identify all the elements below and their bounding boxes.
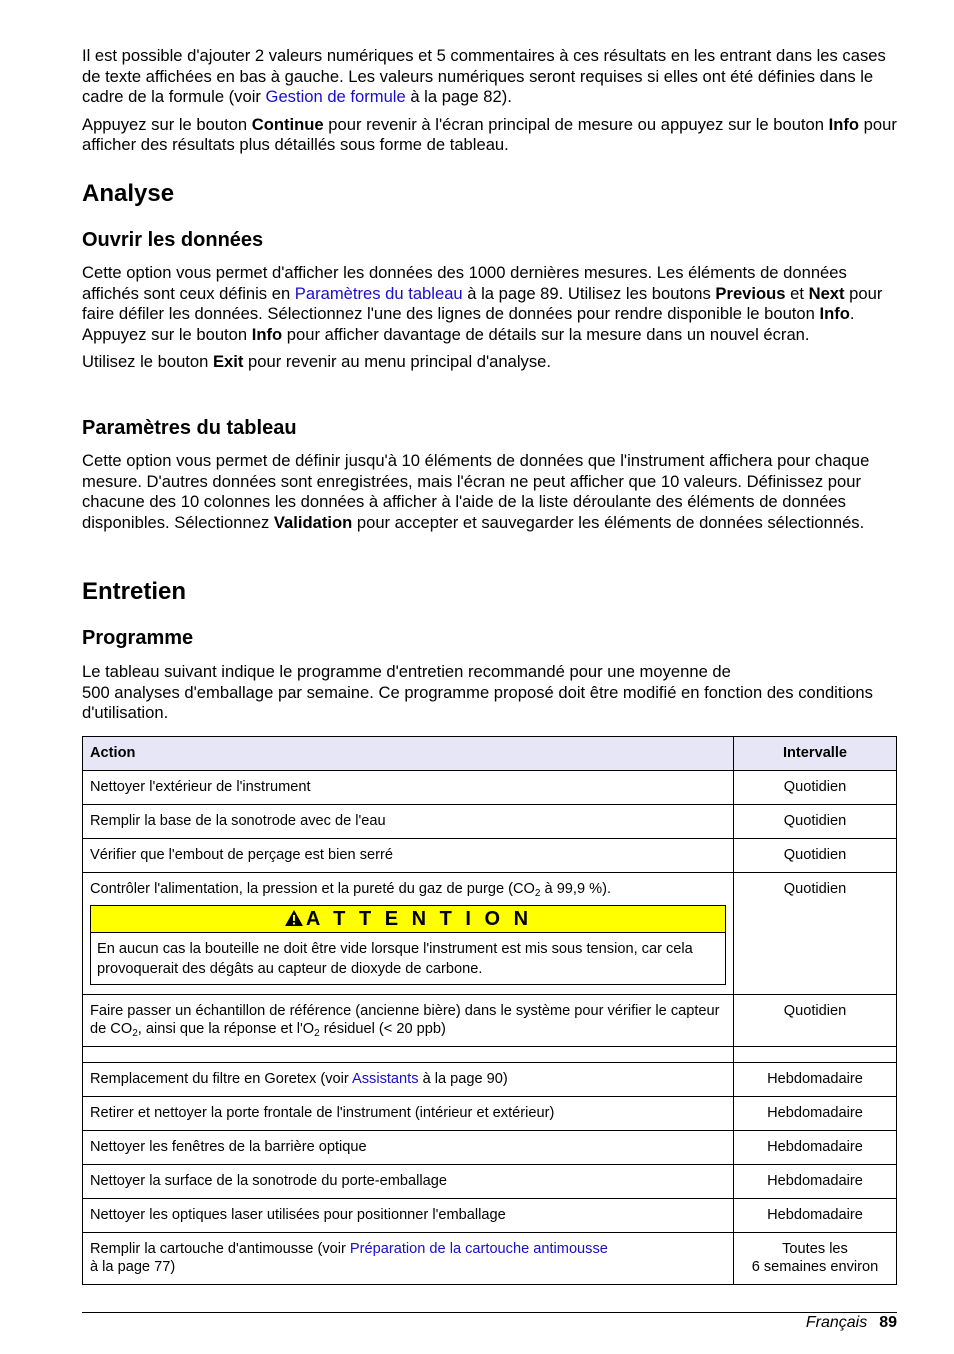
bold-next: Next <box>808 283 845 303</box>
text: Remplacement du filtre en Goretex (voir <box>90 1071 352 1087</box>
intro-paragraph-1 <box>82 46 897 108</box>
text: à la page 90) <box>418 1071 508 1087</box>
subscript: 2 <box>314 1028 320 1039</box>
footer-divider <box>82 1312 897 1313</box>
warning-triangle-icon <box>284 909 304 927</box>
params-section <box>82 451 897 533</box>
text: et <box>785 283 809 303</box>
footer-language: Français <box>805 1314 868 1331</box>
interval-cell <box>734 1233 897 1285</box>
interval-cell: Hebdomadaire <box>734 1097 897 1131</box>
table-spacer-row <box>83 1047 897 1063</box>
bold-info: Info <box>828 114 860 134</box>
heading-ouvrir-donnees: Ouvrir les données <box>82 229 264 251</box>
text: 500 analyses d'emballage par semaine. Ce programme proposé doit être modifié en fonction des conditions d'utilisation. <box>82 682 873 723</box>
link-assistants[interactable]: Assistants <box>352 1071 419 1087</box>
link-gestion-formule[interactable]: Gestion de formule <box>265 87 406 107</box>
link-parametres-tableau[interactable]: Paramètres du tableau <box>294 283 463 303</box>
table-row <box>83 873 897 995</box>
spacer-cell <box>83 1047 734 1063</box>
text: Remplir la cartouche d'antimousse (voir <box>90 1241 350 1257</box>
interval-cell: Quotidien <box>734 771 897 805</box>
text: , ainsi que la réponse et l'O <box>137 1021 315 1037</box>
text: Il est possible d'ajouter 2 valeurs numériques et 5 commentaires à ces résultats en les entrant dans les cases de texte affichées en bas à gauche. Les valeurs numériques seront requises si elles ont été définies dans le cadre de la formule (voir <box>82 46 886 107</box>
params-paragraph <box>82 451 897 533</box>
spacer-cell <box>734 1047 897 1063</box>
action-cell <box>83 1233 734 1285</box>
action-cell: Nettoyer la surface de la sonotrode du porte-emballage <box>83 1165 734 1199</box>
heading-parametres-tableau: Paramètres du tableau <box>82 417 297 439</box>
column-header-action: Action <box>83 737 734 771</box>
bold-info: Info <box>251 324 283 344</box>
bold-exit: Exit <box>212 352 244 372</box>
table-row <box>83 805 897 839</box>
action-cell <box>83 995 734 1047</box>
text: Contrôler l'alimentation, la pression et la pureté du gaz de purge (CO <box>90 881 535 897</box>
text: à la page 77) <box>90 1259 176 1275</box>
action-cell: Vérifier que l'embout de perçage est bien serré <box>83 839 734 873</box>
ouvrir-paragraph-2 <box>82 352 897 373</box>
programme-section <box>82 662 897 724</box>
text: Cette option vous permet de définir jusqu'à 10 éléments de données que l'instrument affichera pour chaque mesure. D'autres données sont enregistrées, mais l'écran ne peut afficher que 10 valeurs. Définissez pour chacune des 10 colonnes les données à afficher à l'aide de la liste déroulante des éléments de données disponibles. Sélectionnez <box>82 451 870 532</box>
attention-header <box>91 906 725 933</box>
table-header-row <box>83 737 897 771</box>
interval-cell: Quotidien <box>734 805 897 839</box>
action-cell: Nettoyer les fenêtres de la barrière optique <box>83 1131 734 1165</box>
ouvrir-paragraph-1 <box>82 263 897 345</box>
heading-programme: Programme <box>82 627 194 649</box>
interval-cell: Quotidien <box>734 995 897 1047</box>
intro-paragraph-2 <box>82 115 897 156</box>
text: pour revenir au menu principal d'analyse. <box>243 352 551 372</box>
table-row <box>83 1233 897 1285</box>
attention-label: A T T E N T I O N <box>305 908 533 930</box>
bold-validation: Validation <box>273 512 353 532</box>
interval-cell: Hebdomadaire <box>734 1199 897 1233</box>
text: pour afficher davantage de détails sur la mesure dans un nouvel écran. <box>282 324 810 344</box>
table-row <box>83 995 897 1047</box>
text: Appuyez sur le bouton <box>82 114 252 134</box>
text: à la page 82). <box>405 87 512 107</box>
gas-check-text <box>90 880 726 898</box>
text: Toutes les <box>782 1241 848 1257</box>
action-cell <box>83 873 734 995</box>
text: . Appuyez sur le bouton <box>82 304 855 344</box>
page-number: 89 <box>879 1314 897 1331</box>
table-row <box>83 1199 897 1233</box>
text: 6 semaines environ <box>751 1259 879 1275</box>
table-row <box>83 1063 897 1097</box>
action-cell: Nettoyer les optiques laser utilisées pour positionner l'emballage <box>83 1199 734 1233</box>
text: à 99,9 %). <box>540 881 612 897</box>
ouvrir-section <box>82 263 897 373</box>
programme-paragraph <box>82 662 897 724</box>
bold-previous: Previous <box>715 283 786 303</box>
text: à la page 89. Utilisez les boutons <box>462 283 716 303</box>
text: Faire passer un échantillon de référence (ancienne bière) dans le système pour vérifier le capteur de CO <box>90 1003 720 1037</box>
intro-section <box>82 46 897 156</box>
heading-analyse: Analyse <box>82 180 175 207</box>
text: Utilisez le bouton <box>82 352 213 372</box>
action-cell: Remplir la base de la sonotrode avec de l'eau <box>83 805 734 839</box>
text: pour revenir à l'écran principal de mesure ou appuyez sur le bouton <box>323 114 829 134</box>
bold-info: Info <box>819 304 850 324</box>
attention-text: En aucun cas la bouteille ne doit être vide lorsque l'instrument est mis sous tension, car cela provoquerait des dégâts au capteur de dioxyde de carbone. <box>97 941 693 977</box>
bold-continue: Continue <box>251 114 324 134</box>
attention-box <box>90 905 726 985</box>
table-row <box>83 839 897 873</box>
interval-cell: Quotidien <box>734 839 897 873</box>
table-row <box>83 1165 897 1199</box>
table-row <box>83 771 897 805</box>
table-row <box>83 1097 897 1131</box>
interval-cell: Quotidien <box>734 873 897 995</box>
column-header-interval: Intervalle <box>734 737 897 771</box>
text: Le tableau suivant indique le programme d'entretien recommandé pour une moyenne de <box>82 662 731 681</box>
text: résiduel (< 20 ppb) <box>319 1021 446 1037</box>
text: pour afficher des résultats plus détaillés sous forme de tableau. <box>82 114 897 155</box>
interval-cell: Hebdomadaire <box>734 1131 897 1165</box>
interval-cell: Hebdomadaire <box>734 1063 897 1097</box>
text: pour faire défiler les données. Sélectionnez l'une des lignes de données pour rendre disponible le bouton <box>82 283 883 324</box>
text: pour accepter et sauvegarder les éléments de données sélectionnés. <box>352 512 865 532</box>
subscript: 2 <box>132 1028 138 1039</box>
action-cell: Nettoyer l'extérieur de l'instrument <box>83 771 734 805</box>
action-cell <box>83 1063 734 1097</box>
table-row <box>83 1131 897 1165</box>
action-cell: Retirer et nettoyer la porte frontale de l'instrument (intérieur et extérieur) <box>83 1097 734 1131</box>
heading-entretien: Entretien <box>82 578 187 605</box>
link-preparation-cartouche[interactable]: Préparation de la cartouche antimousse <box>349 1241 608 1257</box>
page-footer <box>806 1313 897 1333</box>
subscript: 2 <box>534 888 541 899</box>
maintenance-table <box>82 736 897 1285</box>
interval-cell: Hebdomadaire <box>734 1165 897 1199</box>
text: Cette option vous permet d'afficher les données des 1000 dernières mesures. Les éléments de données affichés sont ceux définis en <box>82 263 847 303</box>
